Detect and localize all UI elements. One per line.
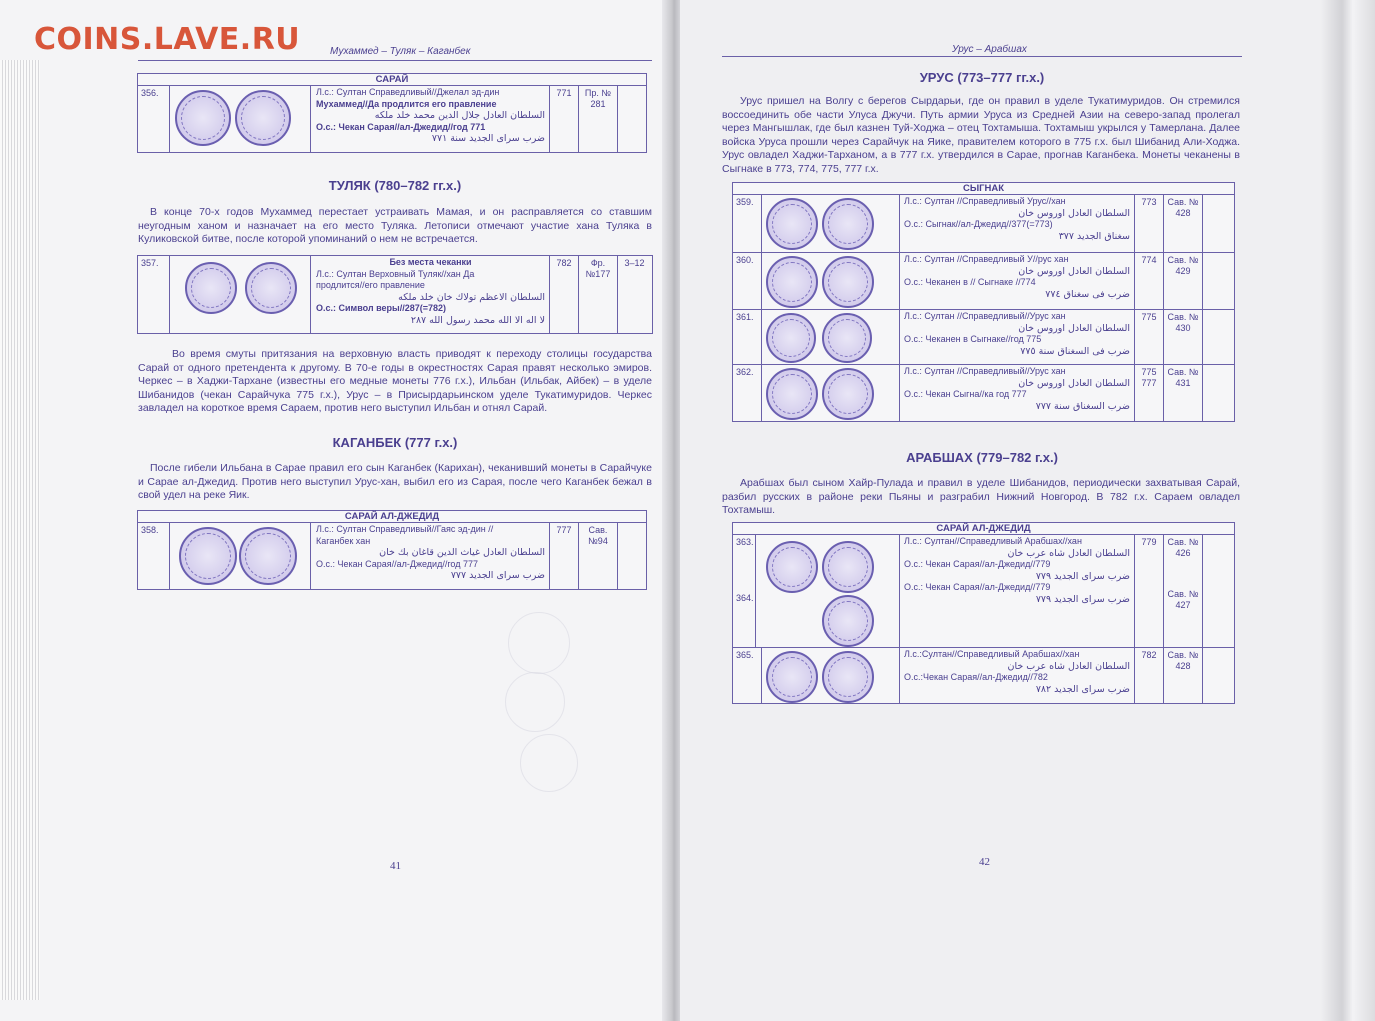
obverse-legend-cont: продлится//его правление	[316, 280, 425, 290]
running-head-rule-left	[138, 60, 652, 61]
coin-image-cell	[169, 256, 311, 333]
catalog-ref: Сав. № 426	[1167, 537, 1199, 558]
row-number-cell	[733, 535, 756, 647]
section-heading-kaganbek: КАГАНБЕК (777 г.х.)	[332, 435, 458, 450]
reverse-arabic: ضرب سراى الجديد ٧٧٩	[1035, 570, 1130, 582]
bleed-through-image	[520, 734, 578, 792]
reverse-arabic: ضرب سراى الجديد سنة ٧٧١	[431, 133, 545, 144]
catalog-ref: Пр. № 281	[579, 86, 618, 152]
reverse-legend: О.с.: Чекан Сарая//ал-Джедид//779	[904, 559, 1051, 569]
coin-obverse-image	[766, 256, 818, 308]
bleed-through-image	[505, 672, 565, 732]
catalog-ref: Сав. № 429	[1164, 253, 1203, 309]
obverse-arabic: السلطان العادل جلال الدين محمد خلد ملكه	[374, 110, 545, 121]
coin-reverse-image	[822, 541, 874, 593]
obverse-legend: Л.с.: Султан //Справедливый//Урус хан	[904, 311, 1066, 321]
catalog-ref: Фр. №177	[579, 256, 618, 333]
extra-ref: 3–12	[624, 258, 645, 268]
obverse-legend: Л.с.:Султан//Справедливый Арабшах//хан	[904, 649, 1080, 659]
obverse-arabic: السلطان العادل اوروس خان	[1018, 322, 1130, 334]
page-edge-left	[0, 60, 40, 1000]
row-number: 363.	[736, 537, 754, 547]
table-row	[733, 648, 1234, 703]
coin-year: 773	[1135, 195, 1164, 252]
row-number: 358.	[138, 523, 170, 589]
table-title: СЫГНАК	[733, 183, 1234, 195]
obverse-legend: Л.с.: Султан //Справедливый У//рус хан	[904, 254, 1069, 264]
coin-year: 779	[1135, 535, 1164, 647]
coin-table-sarai	[137, 73, 647, 153]
coin-description	[900, 535, 1135, 647]
row-number: 360.	[733, 253, 762, 309]
left-page	[0, 0, 668, 1021]
bleed-through-image	[508, 612, 570, 674]
reverse-arabic: ضرب فى سغناق ٧٧٤	[1045, 288, 1130, 300]
coin-description	[312, 523, 550, 589]
coin-obverse-image	[766, 651, 818, 703]
coin-image-cell	[169, 523, 311, 589]
table-title: САРАЙ АЛ-ДЖЕДИД	[138, 511, 646, 523]
table-row	[733, 195, 1234, 253]
coin-year: 782	[1135, 648, 1164, 703]
reverse-arabic: ضرب سراى الجديد ٧٨٢	[1035, 683, 1130, 695]
catalog-ref: Сав. № 428	[1164, 648, 1203, 703]
section-heading-arabshah: АРАБШАХ (779–782 г.х.)	[906, 450, 1058, 465]
reverse-arabic: لا اله الا الله محمد رسول الله ٢٨٧	[410, 314, 545, 326]
coin-obverse-image	[175, 90, 231, 146]
coin-image-cell	[756, 253, 900, 309]
table-row	[733, 535, 1234, 648]
coin-obverse-image	[766, 541, 818, 593]
page-number-left: 41	[390, 860, 401, 872]
obverse-legend: Л.с.: Султан//Справедливый Арабшах//хан	[904, 536, 1082, 546]
coin-reverse-image	[822, 595, 874, 647]
paragraph-kaganbek: После гибели Ильбана в Сарае правил его сын Каганбек (Карихан), чеканивший монеты в Сарайчуке и Сарае ал-Джедид. Против него выступил Урус-хан, выбил его из Сарая, после чего Каганбек бежал в свой удел на реке Яик.	[138, 462, 652, 501]
reverse-arabic: سغناق الجديد ٣٧٧	[1058, 230, 1130, 242]
coin-reverse-image	[822, 651, 874, 703]
table-title: САРАЙ	[138, 74, 646, 86]
obverse-legend: Л.с.: Султан Справедливый//Джелал эд-дин	[316, 87, 500, 97]
obverse-arabic: السلطان العادل اوروس خان	[1018, 265, 1130, 277]
catalog-ref: Сав. № 428	[1164, 195, 1203, 252]
coin-obverse-image	[179, 527, 237, 585]
row-number: 364.	[736, 593, 754, 603]
row-number: 365.	[733, 648, 762, 703]
coin-obverse-image	[766, 368, 818, 420]
coin-table-sygnak	[732, 182, 1235, 422]
table-row	[138, 523, 646, 589]
reverse-arabic: ضرب السغناق سنة ٧٧٧	[1035, 400, 1130, 412]
catalog-ref-cell	[1164, 535, 1203, 647]
obverse-legend-cont: Каганбек хан	[316, 535, 371, 546]
coin-year: 777	[550, 523, 579, 589]
table-row	[733, 365, 1234, 421]
paragraph-tulyak: В конце 70-х годов Мухаммед перестает устраивать Мамая, и он расправляется со ставшим неугодным ханом и назначает на его место Туляка. Летописи отмечают участие хана Туляка в Куликовской битве, после которой упоминаний о нем не встречается.	[138, 206, 652, 245]
reverse-legend: О.с.: Чекан Сарая//ал-Джедид//год 777	[316, 558, 478, 569]
obverse-arabic: السلطان العادل اوروس خان	[1018, 207, 1130, 219]
coin-table-tulyak	[137, 255, 653, 334]
obverse-arabic: السلطان الاعظم تولاك خان خلد ملكه	[398, 291, 545, 303]
obverse-arabic: السلطان العادل اوروس خان	[1018, 377, 1130, 389]
obverse-legend: Л.с.: Султан //Справедливый Урус//хан	[904, 196, 1066, 206]
coin-reverse-image	[822, 313, 872, 363]
section-heading-urus: УРУС (773–777 гг.х.)	[919, 70, 1045, 85]
coin-year: 775 777	[1135, 365, 1164, 421]
coin-obverse-image	[766, 198, 818, 250]
table-row	[733, 253, 1234, 310]
coin-image-cell	[756, 648, 900, 703]
coin-description	[900, 253, 1135, 309]
row-number: 356.	[138, 86, 170, 152]
row-number: 357.	[138, 256, 170, 333]
reverse-arabic: ضرب سراى الجديد ٧٧٧	[450, 570, 545, 581]
catalog-ref: Сав. №94	[579, 523, 618, 589]
coin-table-arabshah	[732, 522, 1235, 704]
coin-description	[900, 195, 1135, 252]
row-number: 359.	[733, 195, 762, 252]
coin-description	[312, 256, 550, 333]
obverse-arabic: السلطان العادل غياث الدين قاغان بك خان	[379, 547, 545, 558]
obverse-legend-cont: Мухаммед//Да продлится его правление	[316, 98, 497, 109]
catalog-ref: Сав. № 431	[1164, 365, 1203, 421]
obverse-legend: Л.с.: Султан Верховный Туляк//хан Да	[316, 268, 475, 279]
running-head-right: Урус – Арабшах	[952, 44, 1027, 55]
coin-reverse-image	[245, 262, 297, 314]
coin-table-sarai-al-jedid	[137, 510, 647, 590]
coin-description	[900, 648, 1135, 703]
coin-image-cell	[756, 310, 900, 364]
catalog-ref: Сав. № 430	[1164, 310, 1203, 364]
coin-reverse-image	[239, 527, 297, 585]
coin-year: 775	[1135, 310, 1164, 364]
coin-image-cell	[756, 535, 900, 647]
reverse-legend: О.с.: Чекан Сыгна//ка год 777	[904, 389, 1027, 399]
page-edge-right	[1320, 0, 1375, 1021]
coin-reverse-image	[822, 256, 874, 308]
coin-reverse-image	[822, 198, 874, 250]
coin-description	[312, 86, 550, 152]
reverse-legend: О.с.: Символ веры//287(=782)	[316, 303, 446, 313]
row-number: 361.	[733, 310, 762, 364]
running-head-left: Мухаммед – Туляк – Каганбек	[330, 46, 471, 57]
coin-year: 771	[550, 86, 579, 152]
table-row	[733, 310, 1234, 365]
reverse-legend: О.с.:Чекан Сарая//ал-Джедид//782	[904, 672, 1048, 682]
section-heading-tulyak: ТУЛЯК (780–782 гг.х.)	[328, 178, 462, 193]
site-watermark: COINS.LAVE.RU	[34, 22, 301, 57]
coin-image-cell	[756, 195, 900, 252]
reverse-legend: О.с.: Чеканен в Сыгнаке//год 775	[904, 334, 1042, 344]
coin-description	[900, 310, 1135, 364]
running-head-rule-right	[722, 56, 1242, 57]
coin-year: 774	[1135, 253, 1164, 309]
catalog-ref: Сав. № 427	[1167, 589, 1199, 610]
right-page	[680, 0, 1375, 1021]
mint-note: Без места чеканки	[389, 257, 472, 267]
obverse-legend: Л.с.: Султан //Справедливый//Урус хан	[904, 366, 1066, 376]
extra-ref	[618, 86, 645, 152]
obverse-arabic: السلطان العادل شاه عرب خان	[1007, 660, 1130, 672]
coin-image-cell	[756, 365, 900, 421]
reverse-legend: О.с.: Чекан Сарая//ал-Джедид//779	[904, 582, 1051, 592]
obverse-arabic: السلطان العادل شاه عرب خان	[1007, 547, 1130, 559]
reverse-legend: О.с.: Чеканен в // Сыгнаке //774	[904, 277, 1036, 287]
reverse-legend: О.с.: Сыгнак//ал-Джедид//377(=773)	[904, 219, 1053, 229]
paragraph-smuta: Во время смуты притязания на верховную власть приводят к переходу столицы государства Сарай от одного претендента к другому. В 70-е годы в окрестностях Сарая правят несколько эмиров. Черкес – в Хаджи-Тархане (известны его медные монеты 776 г.х.), Ильбан (Ильбак, Айбек) – в уделе Шибанидов (чекан Сарайчука 775 г.х.), Урус – в Присырдарьинском уделе Тукатимуридов. Черкес завладел на короткое время Сараем, против него выступил Ильбан и отнял Сарай.	[138, 348, 652, 414]
reverse-legend: О.с.: Чекан Сарая//ал-Джедид//год 771	[316, 121, 486, 132]
paragraph-arabshah: Арабшах был сыном Хайр-Пулада и правил в уделе Шибанидов, периодически захватывая Сарай, разбил русских в районе реки Пьяны и разграбил Нижний Новгород. В 782 г.х. Сараем овладел Тохтамыш.	[722, 477, 1240, 516]
coin-year: 782	[550, 256, 579, 333]
coin-obverse-image	[185, 262, 237, 314]
coin-image-cell	[169, 86, 311, 152]
coin-obverse-image	[766, 313, 816, 363]
table-row	[138, 256, 652, 333]
paragraph-urus: Урус пришел на Волгу с берегов Сырдарьи, где он правил в уделе Тукатимуридов. Он стремился воссоединить обе части Улуса Джучи. Путь армии Уруса из Средней Азии на северо-запад пролегал через Мангышлак, где был казнен Туй-Ходжа – отец Тохтамыша. Тохтамыш укрылся у Тамерлана. Далее войска Уруса прошли через Сарайчук на Яике, правителем которого в 775 г.х. был Шибанид Али-Ходжа. Урус овладел Хаджи-Тарханом, а в 777 г.х. утвердился в Сарае, прогнав Каганбека. Монеты чеканены в Сыгнаке в 773, 774, 775, 777 г.х.	[722, 95, 1240, 175]
obverse-legend: Л.с.: Султан Справедливый//Гаяс эд-дин //	[316, 524, 494, 534]
coin-description	[900, 365, 1135, 421]
coin-reverse-image	[235, 90, 291, 146]
extra-ref	[618, 523, 645, 589]
table-title: САРАЙ АЛ-ДЖЕДИД	[733, 523, 1234, 535]
reverse-arabic: ضرب فى السغناق سنة ٧٧٥	[1020, 345, 1130, 357]
coin-reverse-image	[822, 368, 874, 420]
table-row	[138, 86, 646, 152]
reverse-arabic: ضرب سراى الجديد ٧٧٩	[1035, 593, 1130, 605]
row-number: 362.	[733, 365, 762, 421]
page-number-right: 42	[979, 856, 990, 868]
